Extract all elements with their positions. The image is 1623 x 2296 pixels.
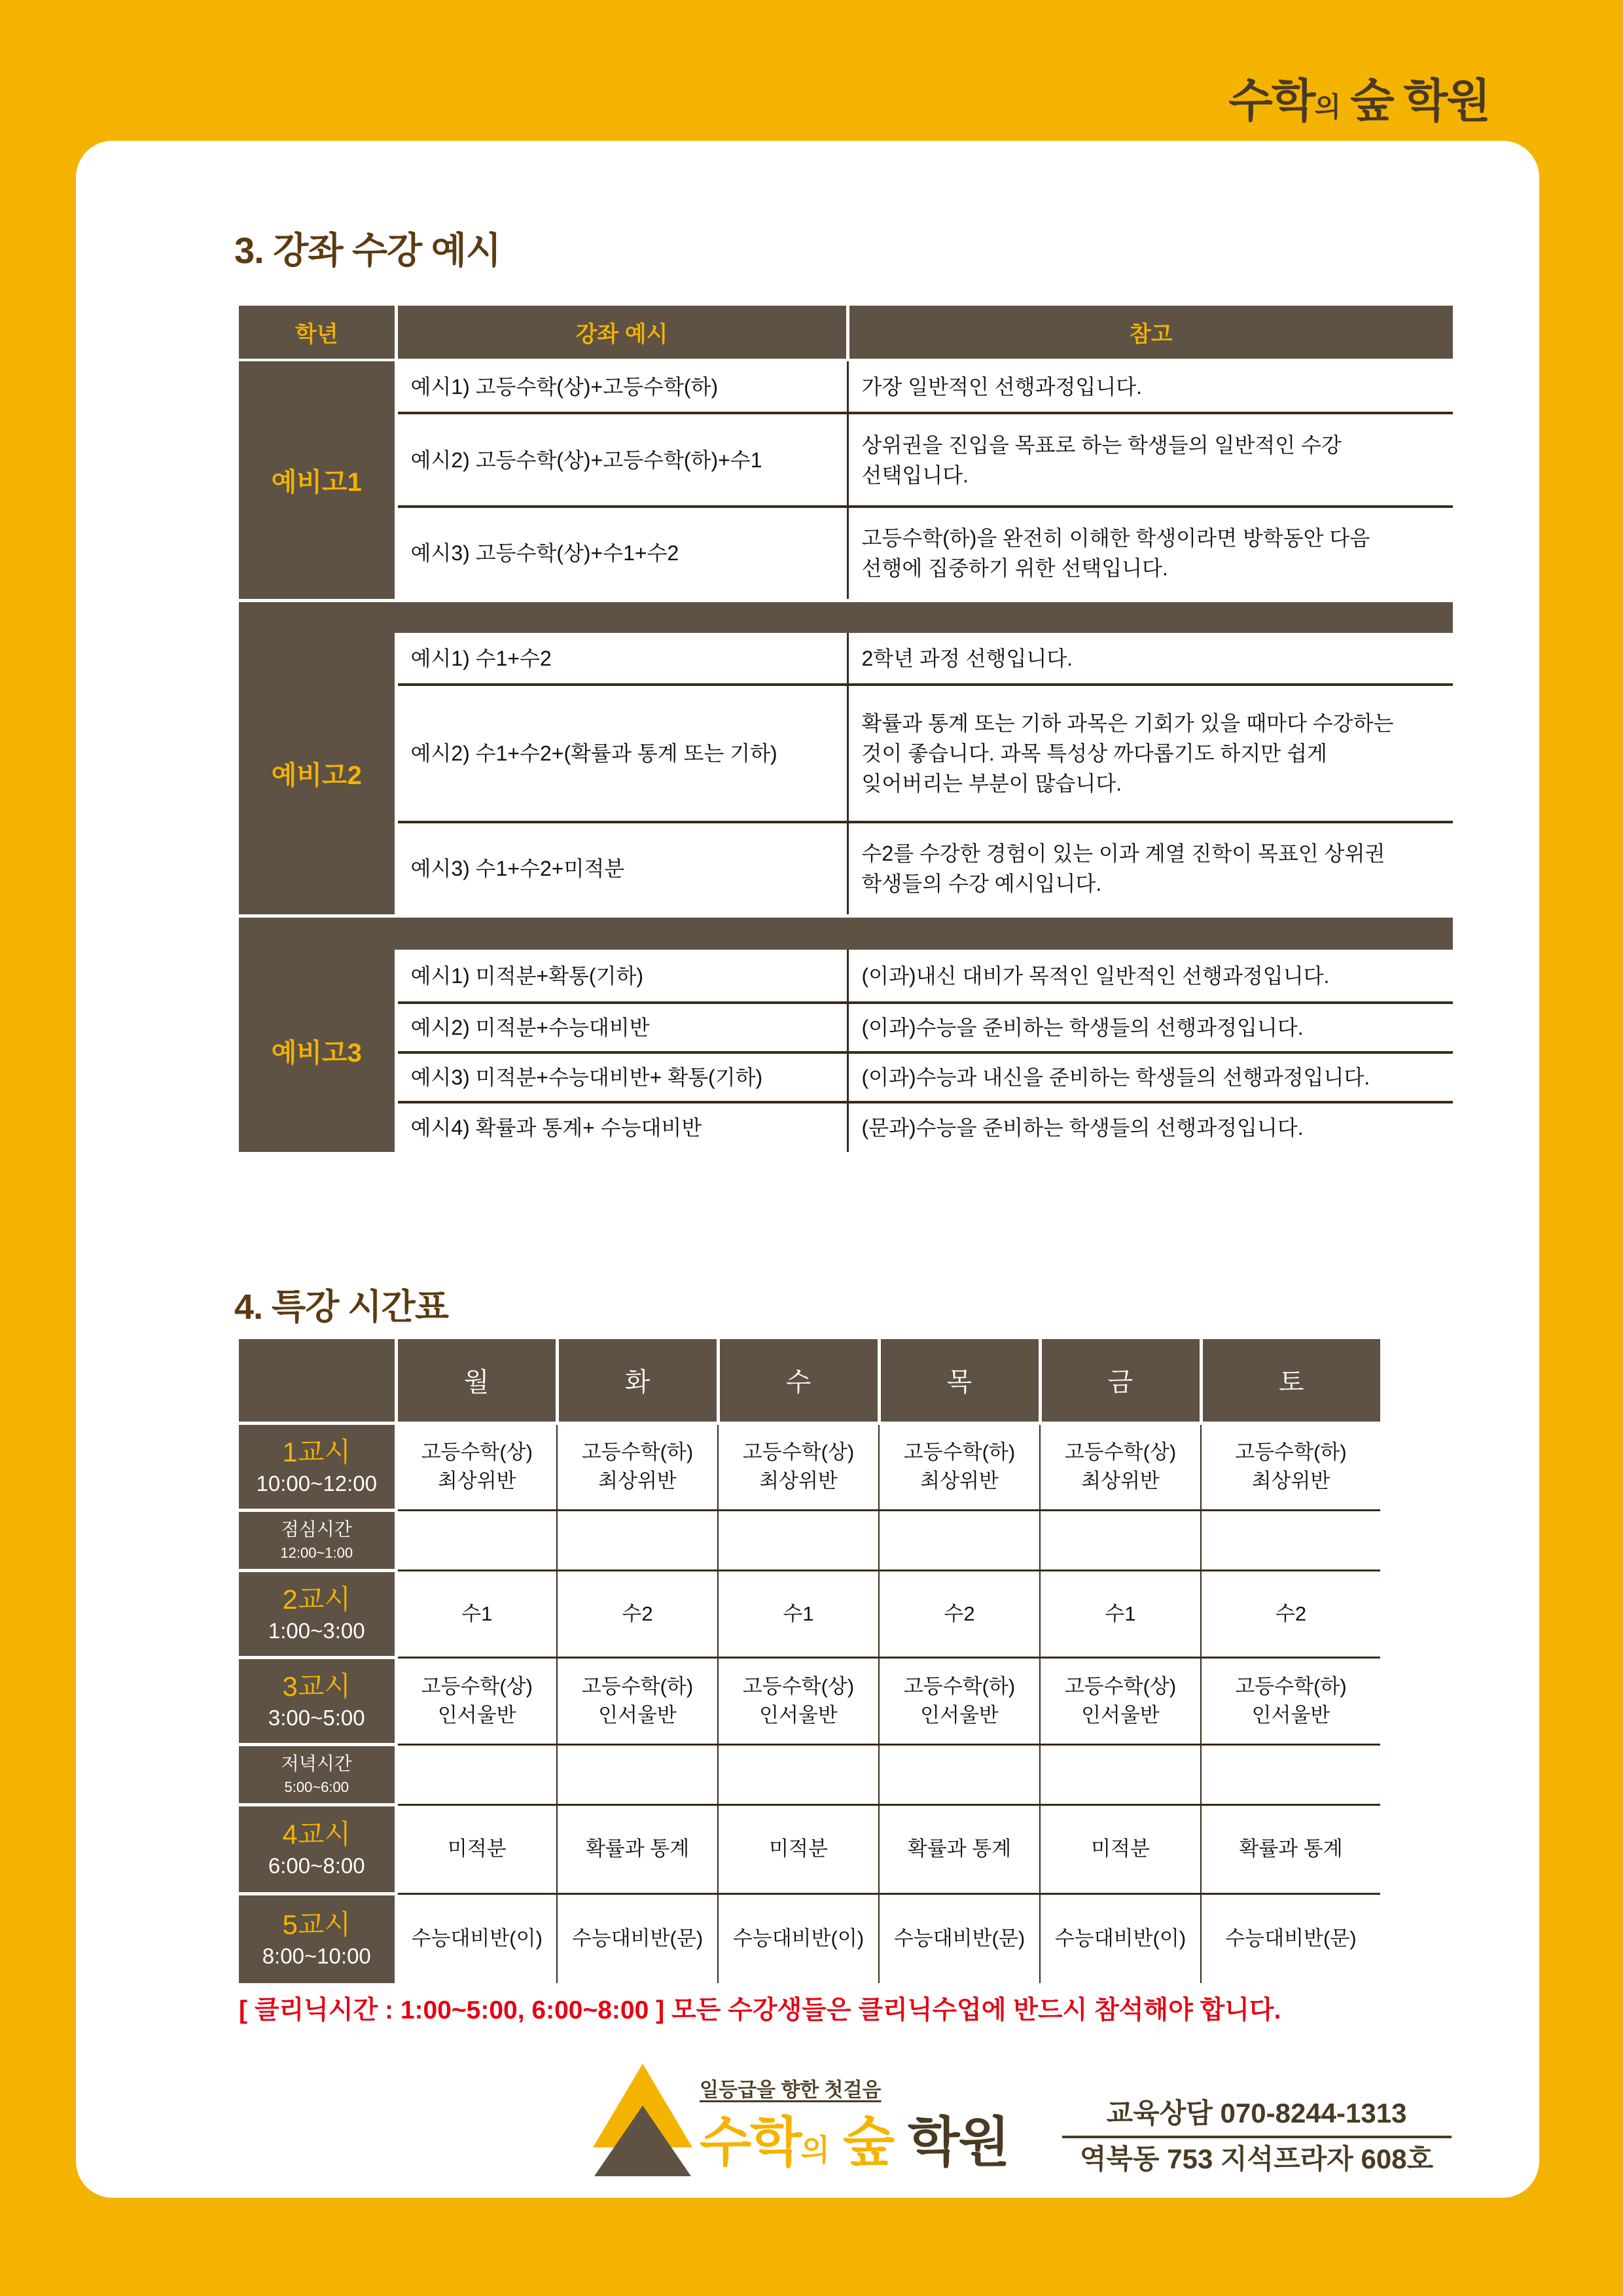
table-row (239, 360, 1453, 413)
course-note: (이과)수능을 준비하는 학생들의 선행과정입니다. (847, 1003, 1453, 1052)
brand-name-part: 학원 (908, 2113, 1009, 2172)
class-slot: 고등수학(상) 인서울반 (396, 1657, 557, 1744)
class-slot: 고등수학(하) 인서울반 (879, 1657, 1040, 1744)
break-time: 5:00~6:00 (284, 1779, 349, 1795)
contact-address: 역북동 753 지석프라자 608호 (1079, 2144, 1434, 2174)
period-time: 3:00~5:00 (268, 1705, 365, 1730)
section-title-course-examples: 3. 강좌 수강 예시 (234, 230, 501, 271)
course-example: 예시3) 수1+수2+미적분 (396, 822, 847, 916)
brand-name-part: 수학 (700, 2113, 801, 2172)
grade-label: 예비고3 (239, 950, 396, 1152)
timetable-row (239, 1804, 1380, 1893)
class-slot: 고등수학(하) 최상위반 (557, 1423, 718, 1510)
class-slot: 수1 (718, 1570, 879, 1657)
class-slot-empty (879, 1744, 1040, 1804)
course-example: 예시2) 고등수학(상)+고등수학(하)+수1 (396, 413, 847, 507)
course-note: 가장 일반적인 선행과정입니다. (847, 360, 1453, 413)
class-slot: 수능대비반(이) (1040, 1893, 1201, 1983)
mountain-logo-icon (593, 2064, 692, 2176)
class-slot: 수2 (557, 1570, 718, 1657)
group-separator-band (239, 916, 1453, 950)
column-header-course-example: 강좌 예시 (396, 306, 847, 360)
day-header: 월 (396, 1339, 557, 1423)
course-examples-table (239, 306, 1453, 1152)
timetable-header-row (239, 1339, 1380, 1423)
class-slot: 수1 (1040, 1570, 1201, 1657)
class-slot: 수능대비반(이) (718, 1893, 879, 1983)
course-example: 예시3) 고등수학(상)+수1+수2 (396, 507, 847, 600)
course-note: 확률과 통계 또는 기하 과목은 기회가 있을 때마다 수강하는 것이 좋습니다. 과목 특성상 까다롭기도 하지만 쉽게 잊어버리는 부분이 많습니다. (847, 685, 1453, 822)
break-name: 점심시간 (281, 1519, 352, 1539)
break-name: 저녁시간 (281, 1753, 352, 1774)
brand-name-part: 학원 (1403, 75, 1489, 126)
class-slot: 고등수학(하) 최상위반 (879, 1423, 1040, 1510)
class-slot-empty (557, 1744, 718, 1804)
course-example: 예시3) 미적분+수능대비반+ 확통(기하) (396, 1052, 847, 1102)
class-slot: 미적분 (396, 1804, 557, 1893)
group-separator-band (239, 600, 1453, 633)
brand-name-part: 수학 (1228, 75, 1315, 126)
contact-block (1060, 2092, 1453, 2183)
contact-phone: 교육상담 070-8244-1313 (1106, 2098, 1407, 2128)
footer-tagline: 일등급을 향한 첫걸음 (700, 2079, 882, 2101)
class-slot-empty (396, 1510, 557, 1570)
period-name: 5교시 (282, 1909, 351, 1940)
contact-divider (1062, 2136, 1452, 2138)
class-slot-empty (557, 1510, 718, 1570)
table-row (239, 633, 1453, 685)
day-header: 토 (1201, 1339, 1380, 1423)
day-header: 금 (1040, 1339, 1201, 1423)
class-slot: 고등수학(상) 최상위반 (396, 1423, 557, 1510)
table-row (239, 685, 1453, 822)
period-name: 3교시 (282, 1670, 351, 1702)
table-row (239, 822, 1453, 916)
class-slot-empty (718, 1744, 879, 1804)
class-slot: 고등수학(하) 최상위반 (1201, 1423, 1380, 1510)
period-label (239, 1570, 396, 1657)
timetable-row (239, 1423, 1380, 1510)
class-slot: 고등수학(하) 인서울반 (1201, 1657, 1380, 1744)
period-time: 10:00~12:00 (256, 1471, 377, 1496)
course-example: 예시2) 미적분+수능대비반 (396, 1003, 847, 1052)
section-title-timetable: 4. 특강 시간표 (234, 1287, 448, 1327)
class-slot-empty (1040, 1744, 1201, 1804)
class-slot: 수능대비반(문) (557, 1893, 718, 1983)
table-header-row (239, 306, 1453, 360)
class-slot: 고등수학(상) 인서울반 (718, 1657, 879, 1744)
class-slot: 미적분 (718, 1804, 879, 1893)
class-slot: 수1 (396, 1570, 557, 1657)
class-slot: 수2 (879, 1570, 1040, 1657)
period-time: 6:00~8:00 (268, 1854, 365, 1878)
class-slot-empty (1201, 1510, 1380, 1570)
table-row (239, 1102, 1453, 1152)
footer-brand-name (700, 2106, 1009, 2179)
class-slot-empty (879, 1510, 1040, 1570)
class-slot: 확률과 통계 (1201, 1804, 1380, 1893)
brand-name-part: 의 (1314, 92, 1340, 122)
table-row (239, 1003, 1453, 1052)
class-slot: 수능대비반(문) (879, 1893, 1040, 1983)
course-note: (이과)수능과 내신을 준비하는 학생들의 선행과정입니다. (847, 1052, 1453, 1102)
day-header: 화 (557, 1339, 718, 1423)
class-slot: 고등수학(상) 인서울반 (1040, 1657, 1201, 1744)
class-slot: 수능대비반(문) (1225, 1927, 1357, 1950)
group-separator (239, 916, 1453, 950)
period-label (239, 1893, 396, 1983)
table-row (239, 1052, 1453, 1102)
break-time: 12:00~1:00 (280, 1545, 353, 1561)
period-time: 8:00~10:00 (262, 1943, 371, 1968)
course-note: 상위권을 진입을 목표로 하는 학생들의 일반적인 수강 선택입니다. (847, 413, 1453, 507)
course-note: 고등수학(하)을 완전히 이해한 학생이라면 방학동안 다음 선행에 집중하기 위한 선택입니다. (861, 526, 1370, 581)
table-row (239, 413, 1453, 507)
timetable-row (239, 1510, 1380, 1570)
column-header-note: 참고 (847, 306, 1453, 360)
day-header: 수 (718, 1339, 879, 1423)
course-example: 예시1) 수1+수2 (396, 633, 847, 685)
grade-label: 예비고1 (239, 360, 396, 600)
break-label (239, 1510, 396, 1570)
special-lecture-timetable (239, 1339, 1380, 1983)
period-name: 2교시 (282, 1583, 351, 1615)
course-note: (문과)수능을 준비하는 학생들의 선행과정입니다. (861, 1116, 1304, 1139)
class-slot: 고등수학(상) 최상위반 (718, 1423, 879, 1510)
table-row (239, 950, 1453, 1003)
course-example: 예시1) 고등수학(상)+고등수학(하) (396, 360, 847, 413)
brand-name-part: 숲 (1350, 75, 1393, 126)
class-slot: 확률과 통계 (557, 1804, 718, 1893)
period-label (239, 1804, 396, 1893)
period-name: 4교시 (282, 1819, 351, 1850)
timetable-row (239, 1570, 1380, 1657)
class-slot: 미적분 (1040, 1804, 1201, 1893)
class-slot-empty (718, 1510, 879, 1570)
class-slot-empty (1040, 1510, 1201, 1570)
brand-name-part: 숲 (842, 2113, 894, 2172)
course-note: 수2를 수강한 경험이 있는 이과 계열 진학이 목표인 상위권 학생들의 수강 예시입니다. (861, 842, 1385, 896)
clinic-notice: [ 클리닉시간 : 1:00~5:00, 6:00~8:00 ] 모든 수강생들은 클리닉수업에 반드시 참석해야 합니다. (239, 1996, 1281, 2024)
grade-label: 예비고2 (239, 633, 396, 916)
corner-header-cell (239, 1339, 396, 1423)
class-slot: 수2 (1201, 1570, 1380, 1657)
period-label (239, 1657, 396, 1744)
class-slot-empty (396, 1744, 557, 1804)
table-row (239, 507, 1453, 600)
period-name: 1교시 (282, 1436, 351, 1467)
course-example: 예시2) 수1+수2+(확률과 통계 또는 기하) (396, 685, 847, 822)
course-example: 예시1) 미적분+확통(기하) (396, 950, 847, 1003)
period-label (239, 1423, 396, 1510)
break-label (239, 1744, 396, 1804)
column-header-grade: 학년 (239, 306, 396, 360)
timetable-row (239, 1744, 1380, 1804)
class-slot-empty (1201, 1744, 1380, 1804)
class-slot: 고등수학(상) 최상위반 (1040, 1423, 1201, 1510)
course-note: (이과)내신 대비가 목적인 일반적인 선행과정입니다. (847, 950, 1453, 1003)
timetable-row (239, 1893, 1380, 1983)
class-slot: 고등수학(하) 인서울반 (557, 1657, 718, 1744)
class-slot: 수능대비반(이) (396, 1893, 557, 1983)
header-brand-logo (1086, 68, 1489, 134)
course-note: 2학년 과정 선행입니다. (847, 633, 1453, 685)
class-slot: 확률과 통계 (879, 1804, 1040, 1893)
timetable-row (239, 1657, 1380, 1744)
day-header: 목 (879, 1339, 1040, 1423)
course-example: 예시4) 확률과 통계+ 수능대비반 (396, 1102, 847, 1152)
period-time: 1:00~3:00 (268, 1618, 365, 1643)
brand-name-part: 의 (800, 2133, 829, 2167)
group-separator (239, 600, 1453, 633)
